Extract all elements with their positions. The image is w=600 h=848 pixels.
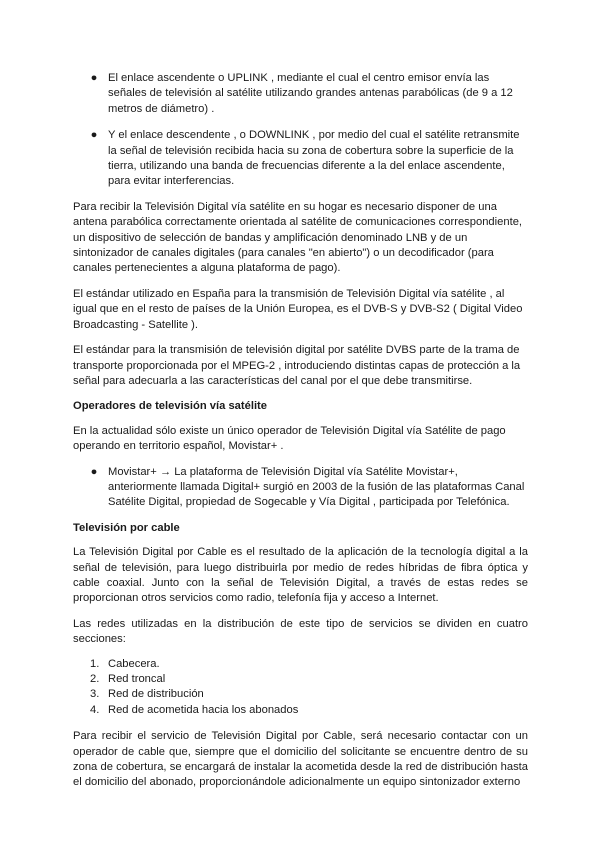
heading-satellite-operators: Operadores de televisión vía satélite [73, 400, 268, 413]
paragraph-dvbs: El estándar para la transmisión de televisión digital por satélite DVBS parte de la trama de transporte proporcionada por el MPEG-2 , introduciendo distintas capas de protección a la señal para adecuarla a las características del canal por el que debe transmitirse. [73, 344, 521, 387]
heading-cable-tv: Televisión por cable [73, 521, 180, 534]
uplink-downlink-list [73, 71, 528, 190]
paragraph-standard: El estándar utilizado en España para la transmisión de Televisión Digital vía satélite , al igual que en el resto de países de la Unión Europea, es el DVB-S y DVB-S2 ( Digital Video Broadcasting - Satellite ). [73, 287, 523, 331]
list-item-text: Red de acometida hacia los abonados [108, 703, 299, 716]
list-number: 4. [90, 703, 100, 716]
list-item [73, 687, 528, 702]
list-item-text: Red de distribución [108, 688, 204, 701]
paragraph-cable-tv: La Televisión Digital por Cable es el resultado de la aplicación de la tecnología digital a la señal de televisión, para luego distribuirla por medio de redes híbridas de fibra óptica y cable coaxial. Junto con la señal de Televisión Digital, a través de estas redes se proporcionan otros servicios como radio, telefonía fija y acceso a Internet. [73, 546, 528, 605]
list-item-text: Movistar+ → La plataforma de Televisión Digital vía Satélite Movistar+, anteriormente llamada Digital+ surgió en 2003 de la fusión de las plataformas Canal Satélite Digital, propiedad de Sogecable y Vía Digital , participada por Telefónica. [108, 465, 525, 509]
list-item-text: Cabecera. [108, 657, 160, 670]
list-number: 3. [90, 688, 100, 701]
paragraph-networks: Las redes utilizadas en la distribución de este tipo de servicios se dividen en cuatro secciones: [73, 617, 528, 646]
bullet-icon: ● [90, 72, 98, 84]
list-item [73, 128, 528, 190]
list-item-text: Red troncal [108, 673, 166, 685]
list-item-text: Y el enlace descendente , o DOWNLINK , por medio del cual el satélite retransmite la señal de televisión recibida hacia su zona de cobertura sobre la superficie de la tierra, utilizando una banda de frecuencias diferente a la del enlace ascendente, para evitar interferencias. [108, 129, 520, 188]
list-item-text: El enlace ascendente o UPLINK , mediante el cual el centro emisor envía las señales de televisión al satélite utilizando grandes antenas parabólicas (de 9 a 12 metros de diámetro) . [108, 72, 513, 115]
network-sections-list [73, 657, 528, 719]
list-number: 2. [90, 673, 100, 685]
list-item [73, 703, 528, 718]
paragraph-operators: En la actualidad sólo existe un único operador de Televisión Digital vía Satélite de pago operando en territorio español, Movistar+ . [73, 424, 506, 453]
bullet-icon: ● [90, 465, 98, 478]
list-number: 1. [90, 657, 100, 670]
paragraph-cable-service: Para recibir el servicio de Televisión Digital por Cable, será necesario contactar con un operador de cable que, siempre que el domicilio del solicitante se encuentre dentro de su zona de cobertura, se encargará de instalar la acometida desde la red de distribución hasta el domicilio del abonado, proporcionándole adicionalmente un equipo sintonizador externo [73, 730, 528, 789]
list-item [73, 465, 528, 511]
list-item [73, 71, 528, 117]
paragraph-satellite-reception: Para recibir la Televisión Digital vía satélite en su hogar es necesario disponer de una antena parabólica correctamente orientada al satélite de comunicaciones correspondiente, un dispositivo de selección de bandas y amplificación denominado LNB y de un sintonizador de canales digitales (para canales "en abierto") o un decodificador (para canales pertenecientes a alguna plataforma de pago). [73, 200, 523, 275]
list-item [73, 672, 528, 687]
list-item [73, 657, 528, 672]
bullet-icon: ● [90, 129, 98, 142]
operators-list [73, 465, 528, 511]
